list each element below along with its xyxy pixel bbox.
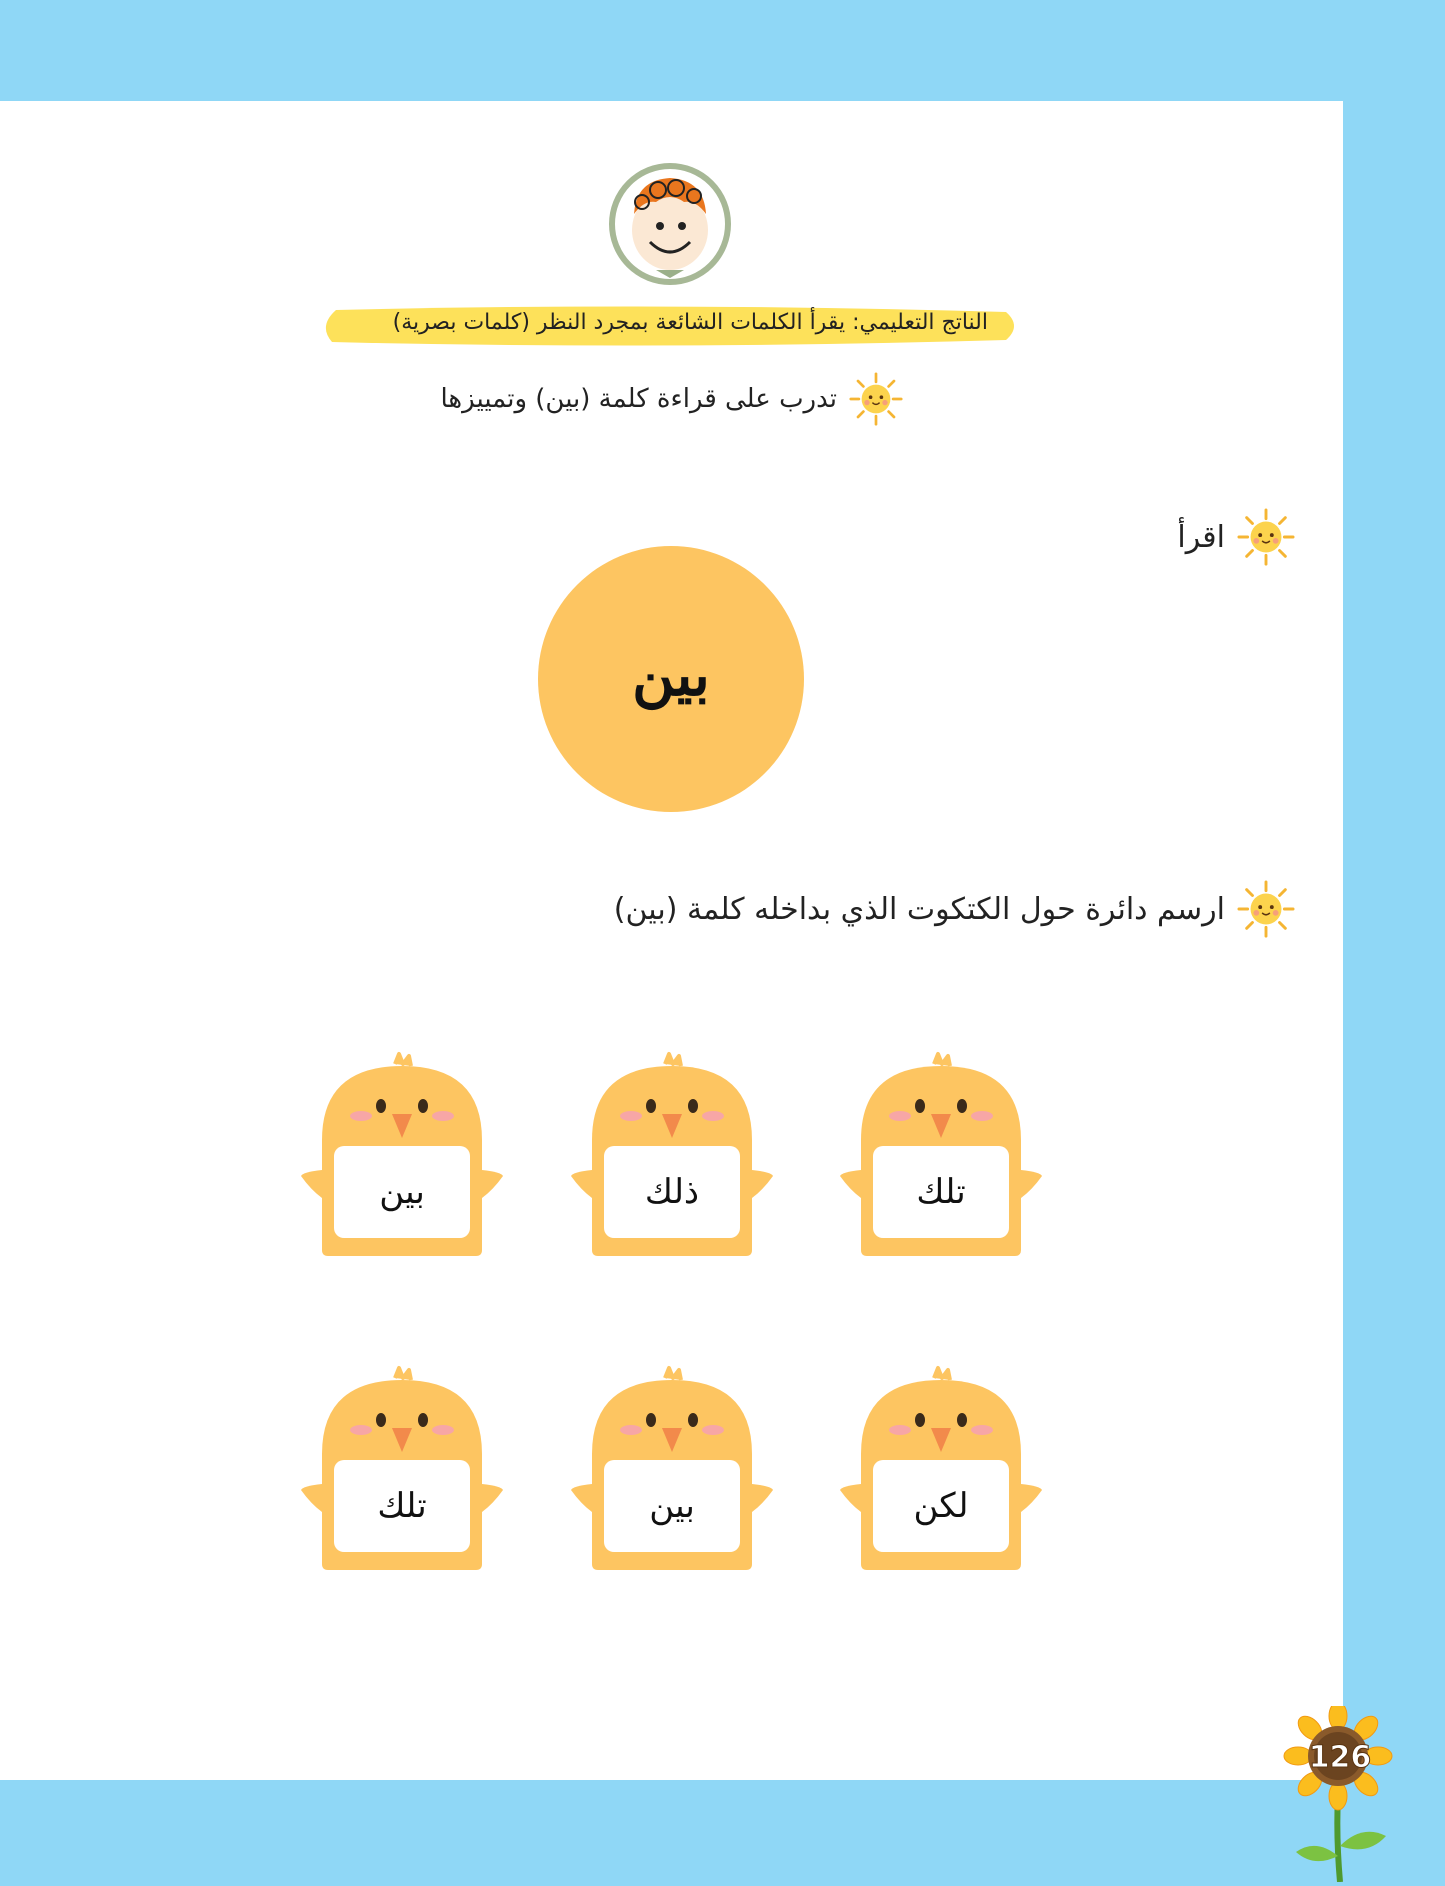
sun-icon	[1237, 880, 1295, 938]
circle-instruction	[614, 880, 1295, 938]
chick-word: لكن	[913, 1486, 969, 1526]
child-avatar-icon	[606, 162, 734, 286]
right-frame-band	[1343, 0, 1445, 1882]
chick-card[interactable]	[838, 1364, 1044, 1582]
sun-icon	[1237, 508, 1295, 566]
chick-card[interactable]	[838, 1050, 1044, 1268]
sun-icon	[849, 372, 903, 426]
chick-word-card	[604, 1146, 740, 1238]
page-number: 126	[1308, 1740, 1372, 1775]
sunflower-icon	[1282, 1706, 1394, 1882]
chick-word: بين	[379, 1172, 425, 1212]
read-instruction-text: اقرأ	[1177, 519, 1225, 555]
chick-word-card	[334, 1460, 470, 1552]
chick-word-card	[334, 1146, 470, 1238]
chick-card[interactable]	[299, 1050, 505, 1268]
target-word-circle	[538, 546, 804, 812]
read-instruction	[1177, 508, 1295, 566]
chick-card[interactable]	[299, 1364, 505, 1582]
chick-word: ذلك	[644, 1172, 700, 1212]
chick-word-card	[873, 1146, 1009, 1238]
practice-instruction-text: تدرب على قراءة كلمة (بين) وتمييزها	[440, 384, 837, 414]
top-frame-band	[0, 0, 1445, 101]
learning-outcome-banner	[322, 304, 1018, 348]
chick-word: تلك	[377, 1486, 427, 1526]
practice-instruction	[441, 372, 904, 426]
chick-word: تلك	[916, 1172, 966, 1212]
chick-card[interactable]	[569, 1364, 775, 1582]
target-word: بين	[632, 641, 710, 709]
bottom-frame-band	[0, 1780, 1445, 1882]
chick-word-card	[873, 1460, 1009, 1552]
chick-card[interactable]	[569, 1050, 775, 1268]
circle-instruction-text: ارسم دائرة حول الكتكوت الذي بداخله كلمة (بين)	[613, 891, 1225, 927]
learning-outcome-text: الناتج التعليمي: يقرأ الكلمات الشائعة بمجرد النظر (كلمات بصرية)	[392, 310, 988, 335]
chick-word: بين	[649, 1486, 695, 1526]
chick-word-card	[604, 1460, 740, 1552]
